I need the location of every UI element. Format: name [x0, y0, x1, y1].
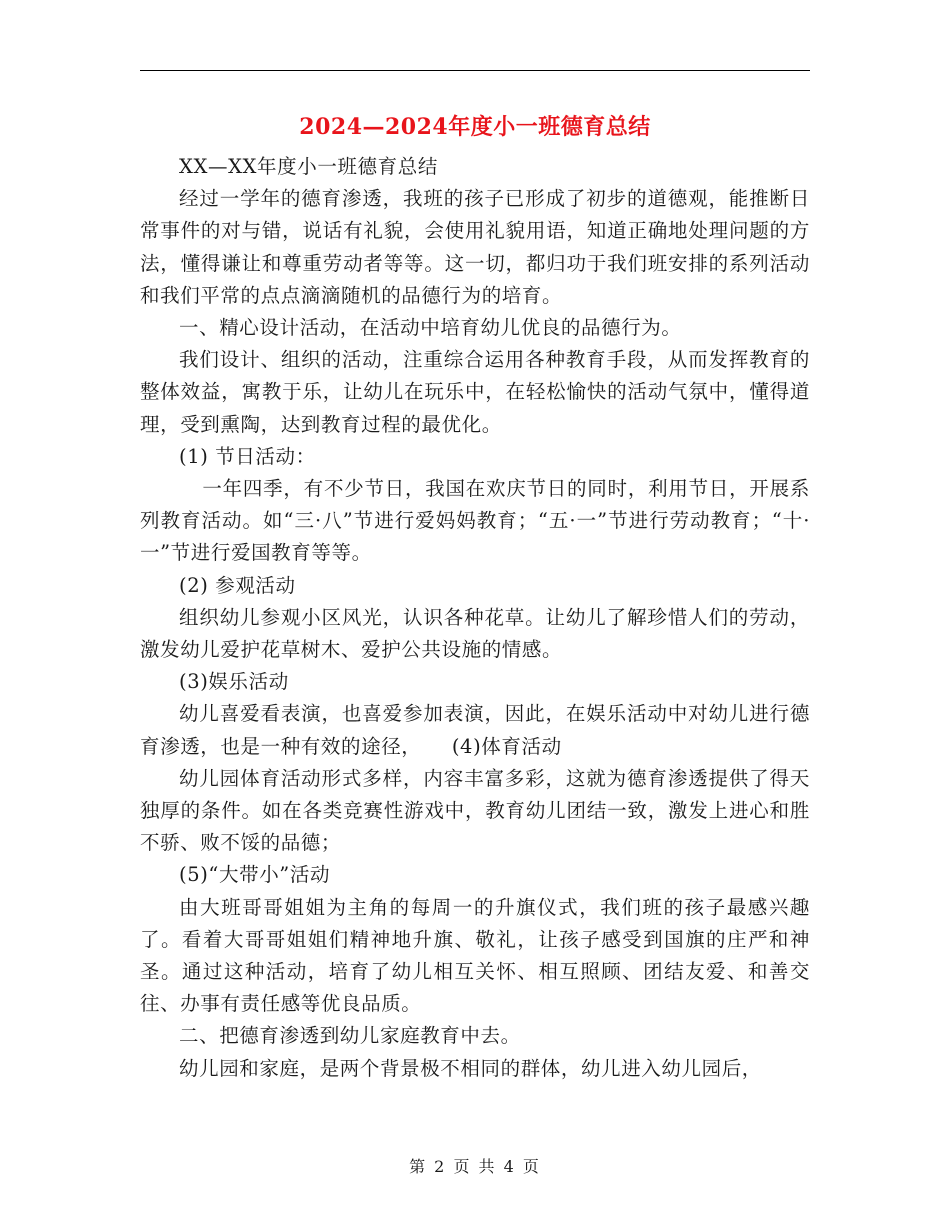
paragraph-holiday: 一年四季，有不少节日，我国在欢庆节日的同时，利用节日，开展系列教育活动。如“三·八”节进行爱妈妈教育；“五·一”节进行劳动教育；“十·一”节进行爱国教育等等。	[140, 477, 810, 565]
paragraph-section-1: 我们设计、组织的活动，注重综合运用各种教育手段，从而发挥教育的整体效益，寓教于乐，让幼儿在玩乐中，在轻松愉快的活动气氛中，懂得道理，受到熏陶，达到教育过程的最优化。	[140, 348, 810, 436]
paragraph-visit: 组织幼儿参观小区风光，认识各种花草。让幼儿了解珍惜人们的劳动，激发幼儿爱护花草树木、爱护公共设施的情感。	[140, 605, 810, 662]
document-title: 2024—2024年度小一班德育总结	[299, 114, 651, 140]
section-heading-1: 一、精心设计活动，在活动中培育幼儿优良的品德行为。	[179, 316, 682, 340]
paragraph-sports: 幼儿园体育活动形式多样，内容丰富多彩，这就为德育渗透提供了得天独厚的条件。如在各类竞赛性游戏中，教育幼儿团结一致，激发上进心和胜不骄、败不馁的品德；	[140, 766, 810, 855]
item-heading-big-small: (5)“大带小”活动	[179, 863, 331, 887]
item-heading-holiday: (1) 节日活动：	[179, 444, 316, 468]
item-heading-visit: (2) 参观活动	[179, 573, 296, 597]
paragraph-intro: 经过一学年的德育渗透，我班的孩子已形成了初步的道德观，能推断日常事件的对与错，说话有礼貌，会使用礼貌用语，知道正确地处理问题的方法，懂得谦让和尊重劳动者等等。这一切，都归功于我们班安排的系列活动和我们平常的点点滴滴随机的品德行为的培育。	[140, 187, 810, 307]
section-heading-2: 二、把德育渗透到幼儿家庭教育中去。	[179, 1024, 521, 1048]
item-heading-entertainment: (3)娱乐活动	[179, 670, 289, 694]
paragraph-section-2: 幼儿园和家庭，是两个背景极不相同的群体，幼儿进入幼儿园后，	[179, 1056, 762, 1080]
header-rule	[140, 70, 810, 71]
paragraph-subtitle: XX—XX年度小一班德育总结	[179, 155, 438, 178]
page-footer: 第 2 页 共 4 页	[409, 1157, 541, 1176]
document-body	[140, 151, 810, 1085]
paragraph-entertainment: 幼儿喜爱看表演，也喜爱参加表演，因此，在娱乐活动中对幼儿进行德育渗透，也是一种有效的途径， (4)体育活动	[140, 702, 810, 758]
paragraph-big-small: 由大班哥哥姐姐为主角的每周一的升旗仪式，我们班的孩子最感兴趣了。看着大哥哥姐姐们精神地升旗、敬礼，让孩子感受到国旗的庄严和神圣。通过这种活动，培育了幼儿相互关怀、相互照顾、团结友爱、和善交往、办事有责任感等优良品质。	[140, 895, 810, 1016]
